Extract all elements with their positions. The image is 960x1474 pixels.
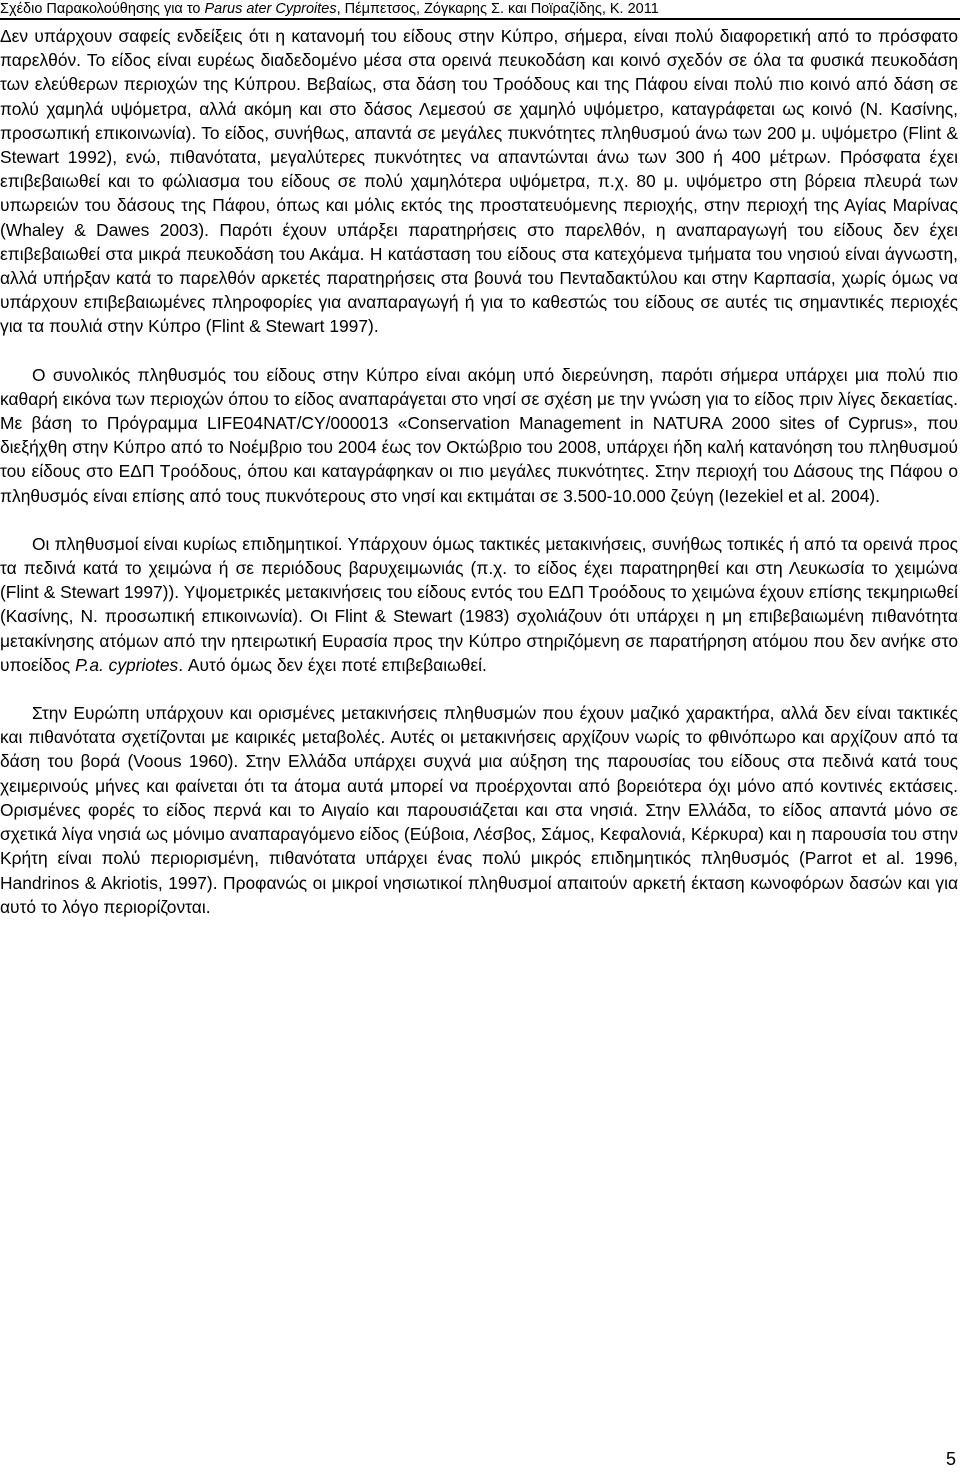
paragraph-europe: Στην Ευρώπη υπάρχουν και ορισμένες μετακινήσεις πληθυσμών που έχουν μαζικό χαρακτήρα, αλλά δεν είναι τακτικές και πιθανότατα σχετίζονται με καιρικές μεταβολές. Αυτές οι μετακινήσεις αρχίζουν νωρίς το φθινόπωρο και αρχίζουν από τα δάση του βορά (Voous 1960). Στην Ελλάδα υπάρχει συχνά μια αύξηση της παρουσίας του είδους στα πεδινά κατά τους χειμερινούς μήνες και φαίνεται ότι τα άτομα αυτά μπορεί να προέρχονται από βορειότερα όχι μόνο από κοντινές εκτάσεις. Ορισμένες φορές το είδος περνά και το Αιγαίο και παρουσιάζεται και στα νησιά. Στην Ελλάδα, το είδος απαντά μόνο σε σχετικά λίγα νησιά ως μόνιμο αναπαραγόμενο είδος (Εύβοια, Λέσβος, Σάμος, Κεφαλονιά, Κέρκυρα) και η παρουσία του στην Κρήτη είναι πολύ περιορισμένη, πιθανότατα υπάρχει ένας πολύ μικρός επιδημητικός πληθυσμός (Parrot et al. 1996, Handrinos & Akriotis, 1997). Προφανώς οι μικροί νησιωτικοί πληθυσμοί απαιτούν αρκετή έκταση κωνοφόρων δασών και για αυτό το λόγο περιορίζονται. — [0, 703, 958, 917]
body-text — [0, 24, 958, 943]
header-prefix: Σχέδιο Παρακολούθησης για το — [0, 1, 205, 17]
paragraph-population: Ο συνολικός πληθυσμός του είδους στην Κύπρο είναι ακόμη υπό διερεύνηση, παρότι σήμερα υπάρχει μια πολύ πιο καθαρή εικόνα των περιοχών όπου το είδος αναπαράγεται στο νησί σε σχέση με την γνώση για το είδος πριν λίγες δεκαετίας. Με βάση το Πρόγραμμα LIFE04NAT/CY/000013 «Conservation Management in NATURA 2000 sites of Cyprus», που διεξήχθη στην Κύπρο από το Νοέμβριο του 2004 έως τον Οκτώβριο του 2008, υπάρχει ήδη καλή κατανόηση του πληθυσμού του είδους στο ΕΔΠ Τροόδους, όπου και καταγράφηκαν οι πιο μεγάλες πυκνότητες. Στην περιοχή του Δάσους της Πάφου ο πληθυσμός είναι επίσης από τους πυκνότερους στο νησί και εκτιμάται σε 3.500-10.000 ζεύγη (Iezekiel et al. 2004). — [0, 364, 958, 506]
paragraph-movements — [0, 532, 958, 677]
header-species-name: Parus ater Cyproites — [204, 1, 337, 17]
paragraph-movements-end: . Αυτό όμως δεν έχει ποτέ επιβεβαιωθεί. — [178, 654, 487, 675]
paragraph-distribution: Δεν υπάρχουν σαφείς ενδείξεις ότι η κατανομή του είδους στην Κύπρο, σήμερα, είναι πολύ διαφορετική από το πρόσφατο παρελθόν. Το είδος είναι ευρέως διαδεδομένο μέσα στα ορεινά πευκοδάση και κοινό σχεδόν σε όλα τα φυσικά πευκοδάση των ελεύθερων περιοχών της Κύπρου. Βεβαίως, στα δάση του Τροόδους και της Πάφου είναι πολύ πιο κοινό από δάση σε πολύ χαμηλά υψόμετρα, αλλά ακόμη και στο δάσος Λεμεσού σε χαμηλό υψόμετρο, καταγράφεται ως κοινό (Ν. Κασίνης, προσωπική επικοινωνία). Το είδος, συνήθως, απαντά σε μεγάλες πυκνότητες πληθυσμού άνω των 200 μ. υψόμετρο (Flint & Stewart 1992), ενώ, πιθανότατα, μεγαλύτερες πυκνότητες να απαντώνται άνω των 300 ή 400 μέτρων. Πρόσφατα έχει επιβεβαιωθεί και το φώλιασμα του είδους σε πολύ χαμηλότερα υψόμετρα, π.χ. 80 μ. υψόμετρο στη βόρεια πλευρά των υπωρειών του δάσους της Πάφου, όπως και μόλις εκτός της προστατευόμενης περιοχής, στην περιοχή της Αγίας Μαρίνας (Whaley & Dawes 2003). Παρότι έχουν υπάρξει παρατηρήσεις στο παρελθόν, η αναπαραγωγή του είδους δεν έχει επιβεβαιωθεί στα μικρά πευκοδάση του Ακάμα. Η κατάσταση του είδους στα κατεχόμενα τμήματα του νησιού είναι άγνωστη, αλλά υπήρξαν κατά το παρελθόν αρκετές παρατηρήσεις στα βουνά του Πενταδακτύλου και στην Καρπασία, χωρίς όμως να υπάρχουν επιβεβαιωμένες πληροφορίες για αναπαραγωγή ή για το καθεστώς του είδους σε αυτές τις σημαντικές περιοχές για τα πουλιά στην Κύπρο (Flint & Stewart 1997). — [0, 26, 958, 337]
paragraph-movements-text: Οι πληθυσμοί είναι κυρίως επιδημητικοί. Υπάρχουν όμως τακτικές μετακινήσεις, συνήθως τοπικές ή από τα ορεινά προς τα πεδινά κατά το χειμώνα ή σε περιόδους βαρυχειμωνιάς (π.χ. το είδος έχει παρατηρηθεί και στη Λευκωσία το χειμώνα (Flint & Stewart 1997)). Υψομετρικές μετακινήσεις του είδους εντός του ΕΔΠ Τροόδους το χειμώνα έχουν επίσης τεκμηριωθεί (Κασίνης, Ν. προσωπική επικοινωνία). Οι Flint & Stewart (1983) σχολιάζουν ότι υπάρχει η μη επιβεβαιωμένη πιθανότητα μετακίνησης ατόμων από την ηπειρωτική Ευρασία προς την Κύπρο στηριζόμενη σε παρατήρηση ατόμου που δεν ανήκε στο υποείδος — [0, 533, 958, 675]
header-suffix: , Πέμπετσος, Ζόγκαρης Σ. και Ποϊραζίδης, Κ. 2011 — [336, 1, 659, 17]
subspecies-name: P.a. cypriotes — [75, 654, 179, 675]
running-header — [0, 0, 960, 20]
page-number: 5 — [945, 1449, 956, 1469]
